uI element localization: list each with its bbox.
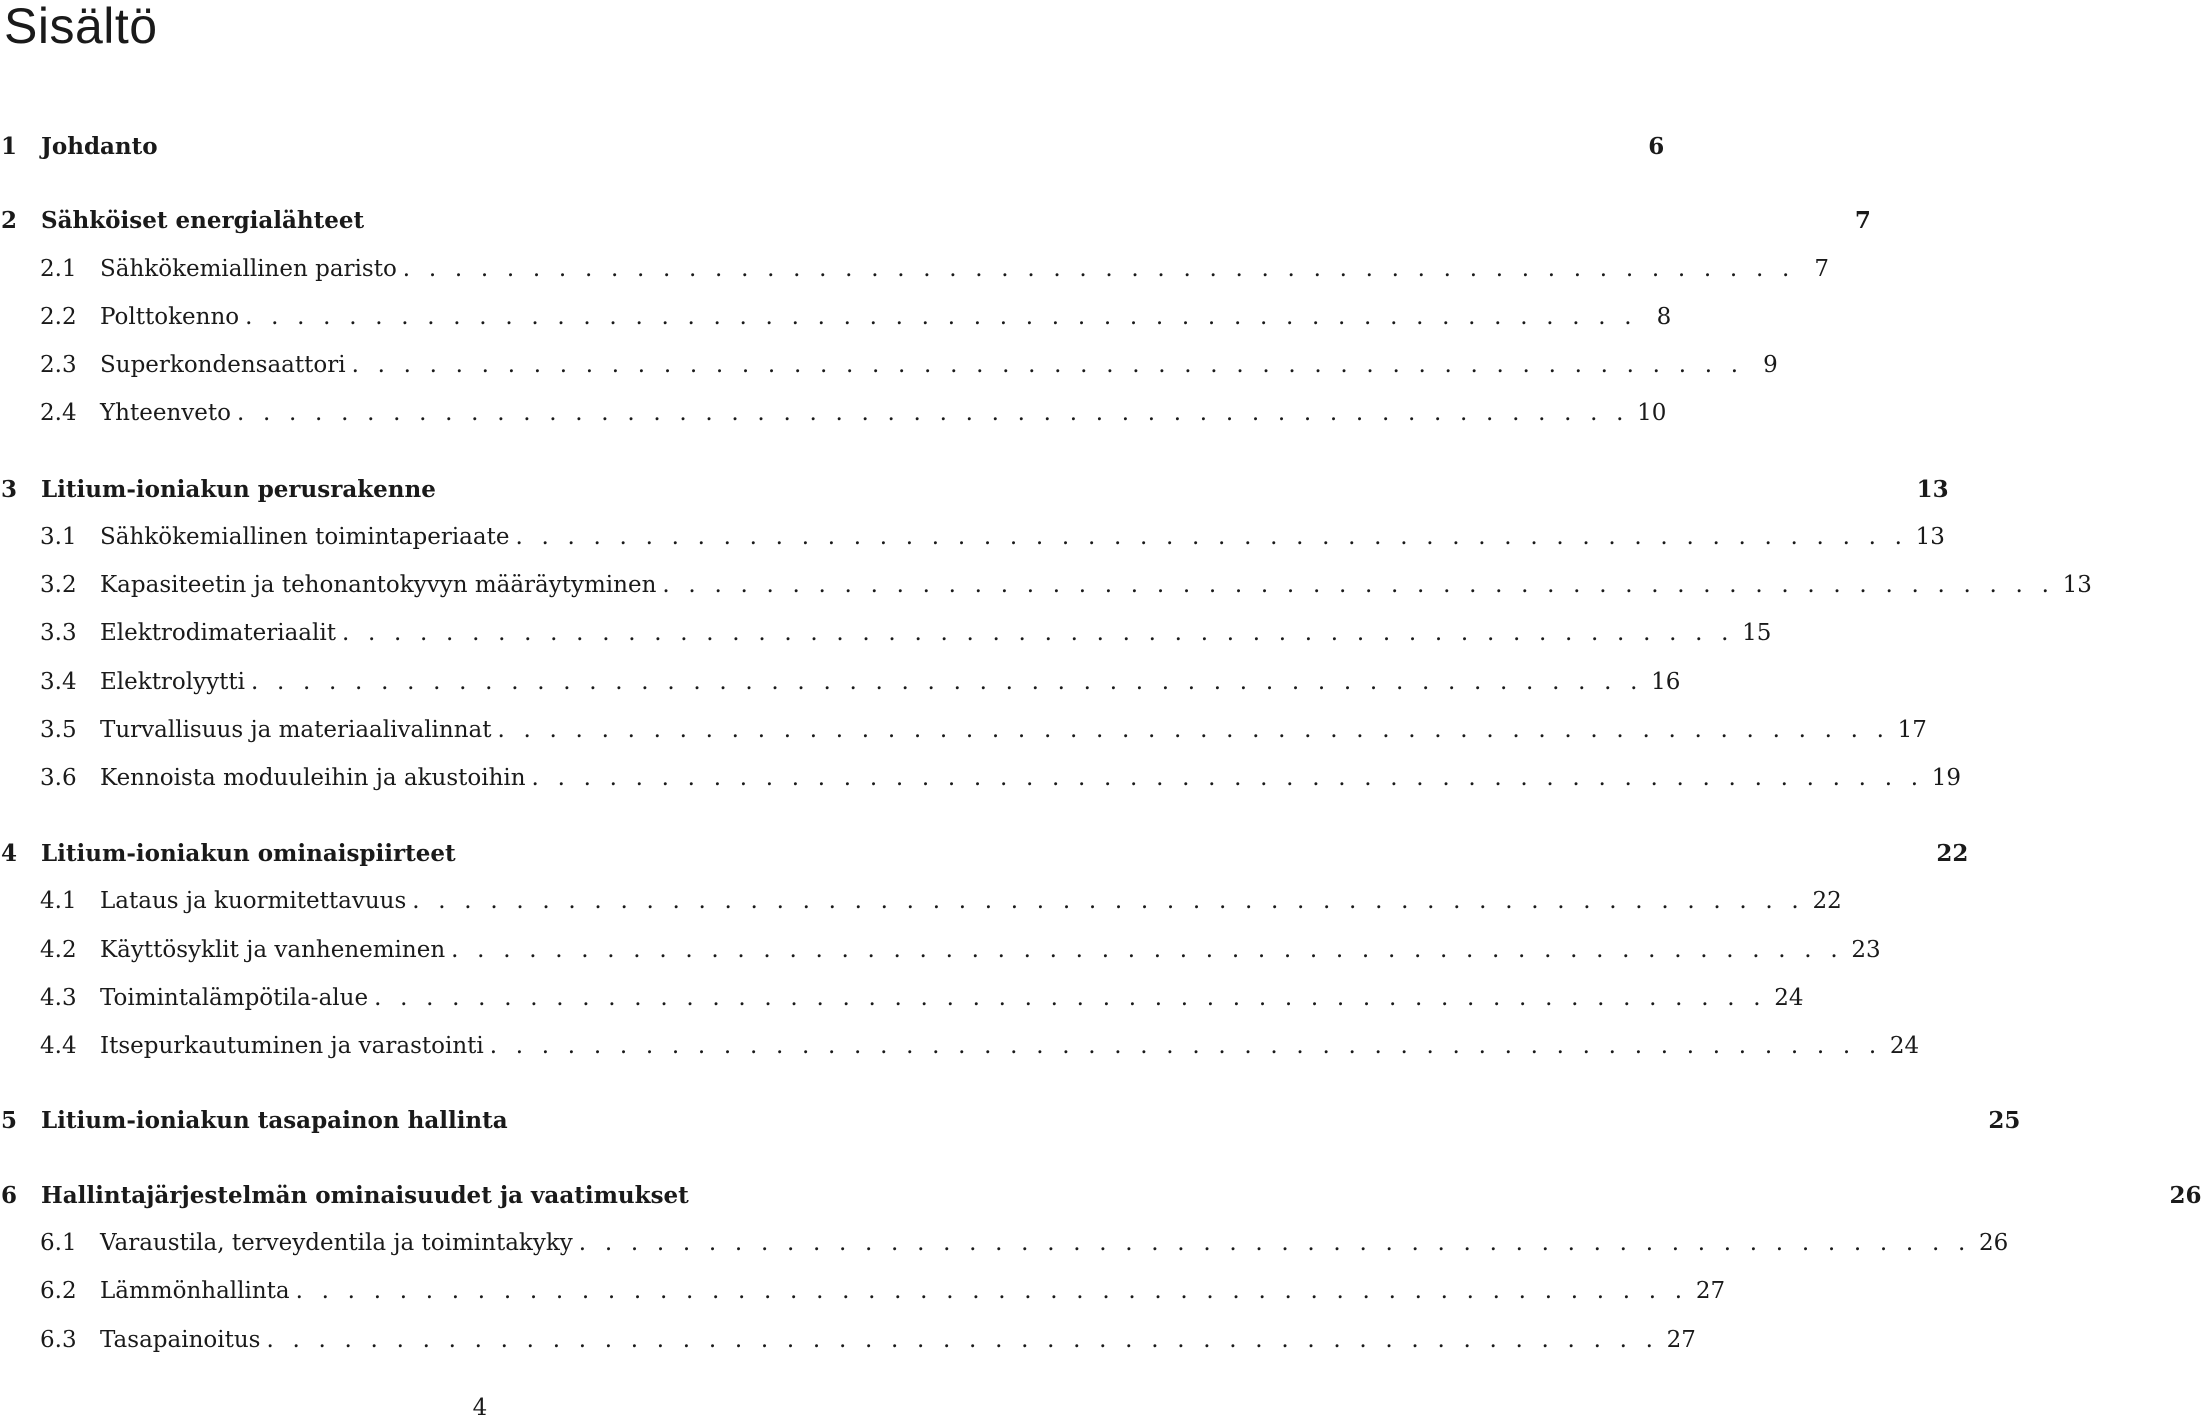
toc-entry-title: Hallintajärjestelmän ominaisuudet ja vaatimukset — [41, 1181, 689, 1209]
toc-section-entry[interactable] — [0, 881, 1842, 921]
toc-entry-number: 3.6 — [40, 765, 77, 791]
toc-entry-page: 25 — [1988, 1106, 2021, 1134]
toc-entry-title: Toimintalämpötila-alue — [100, 985, 369, 1011]
page-number: 4 — [472, 1395, 488, 1421]
toc-entry-page: 24 — [1889, 1033, 1920, 1059]
toc-entry-title: Litium-ioniakun tasapainon hallinta — [41, 1106, 508, 1134]
toc-entry-page: 13 — [2062, 572, 2092, 598]
toc-chapter-entry[interactable] — [0, 126, 1665, 166]
toc-entry-title: Käyttösyklit ja vanheneminen — [100, 937, 446, 963]
toc-entry-number: 3.4 — [40, 669, 77, 695]
toc-dot-leader: . . . . . . . . . . . . . . . . . . . . . . . . . . . . . . . . . . . . . . . . . . . . . . . . . . . . . . — [351, 352, 1744, 378]
toc-entry-title: Turvallisuus ja materiaalivalinnat — [100, 717, 492, 743]
page-title: Sisältö — [4, 0, 158, 54]
toc-entry-title: Kapasiteetin ja tehonantokyvyn määräytyminen — [100, 572, 657, 598]
toc-entry-number: 4 — [1, 839, 18, 867]
toc-entry-page: 17 — [1897, 717, 1927, 743]
toc-chapter-entry[interactable] — [0, 1100, 2021, 1140]
toc-entry-number: 3.2 — [40, 572, 77, 598]
toc-dot-leader: . . . . . . . . . . . . . . . . . . . . . . . . . . . . . . . . . . . . . . . . . . . . . . . . . . . . . . — [662, 572, 2055, 598]
toc-entry-page: 27 — [1666, 1327, 1696, 1353]
toc-entry-page: 22 — [1936, 839, 1969, 867]
toc-entry-title: Varaustila, terveydentila ja toimintakyky — [100, 1230, 573, 1256]
toc-dot-leader: . . . . . . . . . . . . . . . . . . . . . . . . . . . . . . . . . . . . . . . . . . . . . . . . . . . . . . — [578, 1230, 1971, 1256]
toc-dot-leader: . . . . . . . . . . . . . . . . . . . . . . . . . . . . . . . . . . . . . . . . . . . . . . . . . . . . . . — [236, 400, 1630, 426]
toc-chapter-entry[interactable] — [0, 469, 1949, 509]
toc-entry-page: 19 — [1931, 765, 1962, 791]
toc-entry-page: 7 — [1854, 206, 1871, 234]
toc-entry-number: 6 — [1, 1181, 18, 1209]
toc-section-entry[interactable] — [0, 662, 1681, 702]
toc-dot-leader: . . . . . . . . . . . . . . . . . . . . . . . . . . . . . . . . . . . . . . . . . . . . . . . . . . . . . . — [531, 765, 1924, 791]
toc-entry-page: 26 — [1978, 1230, 2009, 1256]
toc-entry-number: 5 — [1, 1106, 18, 1134]
toc-section-entry[interactable] — [0, 978, 1804, 1018]
toc-dot-leader: . . . . . . . . . . . . . . . . . . . . . . . . . . . . . . . . . . . . . . . . . . . . . . . . . . . . . . — [497, 717, 1890, 743]
toc-entry-number: 4.2 — [40, 937, 77, 963]
toc-entry-title: Sähkökemiallinen toimintaperiaate — [100, 524, 510, 550]
toc-section-entry[interactable] — [0, 613, 1772, 653]
toc-entry-number: 3.5 — [40, 717, 77, 743]
toc-entry-number: 1 — [1, 132, 18, 160]
toc-entry-number: 2 — [1, 206, 18, 234]
toc-entry-number: 6.3 — [40, 1327, 77, 1353]
toc-entry-page: 13 — [1915, 524, 1945, 550]
toc-section-entry[interactable] — [0, 758, 1962, 798]
toc-entry-number: 6.2 — [40, 1278, 77, 1304]
toc-entry-number: 2.4 — [40, 400, 77, 426]
toc-entry-title: Lämmönhallinta — [100, 1278, 290, 1304]
toc-entry-page: 22 — [1812, 888, 1842, 914]
toc-entry-number: 3.3 — [40, 620, 77, 646]
toc-dot-leader: . . . . . . . . . . . . . . . . . . . . . . . . . . . . . . . . . . . . . . . . . . . . . . . . . . . . . . — [250, 669, 1644, 695]
toc-entry-number: 3 — [1, 475, 18, 503]
toc-entry-title: Litium-ioniakun perusrakenne — [41, 475, 436, 503]
toc-section-entry[interactable] — [0, 710, 1927, 750]
toc-entry-number: 2.1 — [40, 256, 77, 282]
toc-entry-title: Elektrodimateriaalit — [100, 620, 336, 646]
toc-entry-title: Itsepurkautuminen ja varastointi — [100, 1033, 484, 1059]
toc-entry-page: 15 — [1742, 620, 1772, 646]
toc-entry-title: Sähköiset energialähteet — [41, 206, 365, 234]
toc-entry-title: Superkondensaattori — [100, 352, 346, 378]
toc-dot-leader: . . . . . . . . . . . . . . . . . . . . . . . . . . . . . . . . . . . . . . . . . . . . . . . . . . . . . . — [245, 304, 1638, 330]
toc-section-entry[interactable] — [0, 345, 1778, 385]
toc-entry-page: 9 — [1763, 352, 1778, 378]
toc-entry-title: Kennoista moduuleihin ja akustoihin — [100, 765, 526, 791]
toc-section-entry[interactable] — [0, 1223, 2009, 1263]
toc-dot-leader: . . . . . . . . . . . . . . . . . . . . . . . . . . . . . . . . . . . . . . . . . . . . . . . . . . . . . . — [341, 620, 1735, 646]
toc-entry-title: Yhteenveto — [100, 400, 231, 426]
toc-entry-page: 27 — [1695, 1278, 1726, 1304]
toc-chapter-entry[interactable] — [0, 833, 1969, 873]
toc-entry-title: Elektrolyytti — [100, 669, 245, 695]
toc-entry-page: 16 — [1651, 669, 1681, 695]
toc-section-entry[interactable] — [0, 1026, 1920, 1066]
toc-chapter-entry[interactable] — [0, 1175, 2202, 1215]
toc-section-entry[interactable] — [0, 517, 1945, 557]
toc-entry-number: 4.1 — [40, 888, 77, 914]
toc-entry-number: 4.3 — [40, 985, 77, 1011]
toc-section-entry[interactable] — [0, 1320, 1696, 1360]
toc-entry-page: 6 — [1648, 132, 1665, 160]
toc-dot-leader: . . . . . . . . . . . . . . . . . . . . . . . . . . . . . . . . . . . . . . . . . . . . . . . . . . . . . . — [266, 1327, 1659, 1353]
toc-section-entry[interactable] — [0, 1271, 1726, 1311]
toc-dot-leader: . . . . . . . . . . . . . . . . . . . . . . . . . . . . . . . . . . . . . . . . . . . . . . . . . . . . . . — [489, 1033, 1882, 1059]
toc-section-entry[interactable] — [0, 297, 1672, 337]
toc-entry-page: 10 — [1637, 400, 1667, 426]
toc-dot-leader: . . . . . . . . . . . . . . . . . . . . . . . . . . . . . . . . . . . . . . . . . . . . . . . . . . . . . . — [402, 256, 1795, 282]
toc-entry-title: Tasapainoitus — [100, 1327, 261, 1353]
toc-entry-number: 2.3 — [40, 352, 77, 378]
toc-entry-page: 8 — [1656, 304, 1672, 330]
toc-section-entry[interactable] — [0, 393, 1667, 433]
toc-entry-number: 2.2 — [40, 304, 77, 330]
toc-entry-title: Lataus ja kuormitettavuus — [100, 888, 407, 914]
toc-entry-page: 13 — [1916, 475, 1949, 503]
toc-dot-leader: . . . . . . . . . . . . . . . . . . . . . . . . . . . . . . . . . . . . . . . . . . . . . . . . . . . . . . — [515, 524, 1908, 550]
toc-entry-number: 4.4 — [40, 1033, 77, 1059]
toc-entry-number: 6.1 — [40, 1230, 77, 1256]
toc-section-entry[interactable] — [0, 565, 2092, 605]
toc-dot-leader: . . . . . . . . . . . . . . . . . . . . . . . . . . . . . . . . . . . . . . . . . . . . . . . . . . . . . . — [451, 937, 1844, 963]
toc-entry-title: Johdanto — [41, 132, 158, 160]
toc-entry-page: 7 — [1814, 256, 1829, 282]
toc-dot-leader: . . . . . . . . . . . . . . . . . . . . . . . . . . . . . . . . . . . . . . . . . . . . . . . . . . . . . . — [374, 985, 1767, 1011]
toc-entry-page: 23 — [1851, 937, 1881, 963]
toc-entry-number: 3.1 — [40, 524, 77, 550]
toc-entry-title: Litium-ioniakun ominaispiirteet — [41, 839, 456, 867]
toc-chapter-entry[interactable] — [0, 200, 1871, 240]
toc-dot-leader: . . . . . . . . . . . . . . . . . . . . . . . . . . . . . . . . . . . . . . . . . . . . . . . . . . . . . . — [295, 1278, 1688, 1304]
toc-dot-leader: . . . . . . . . . . . . . . . . . . . . . . . . . . . . . . . . . . . . . . . . . . . . . . . . . . . . . . — [412, 888, 1805, 914]
toc-section-entry[interactable] — [0, 249, 1829, 289]
toc-entry-page: 24 — [1774, 985, 1804, 1011]
toc-entry-title: Polttokenno — [100, 304, 240, 330]
toc-entry-page: 26 — [2169, 1181, 2202, 1209]
toc-entry-title: Sähkökemiallinen paristo — [100, 256, 397, 282]
toc-section-entry[interactable] — [0, 930, 1881, 970]
